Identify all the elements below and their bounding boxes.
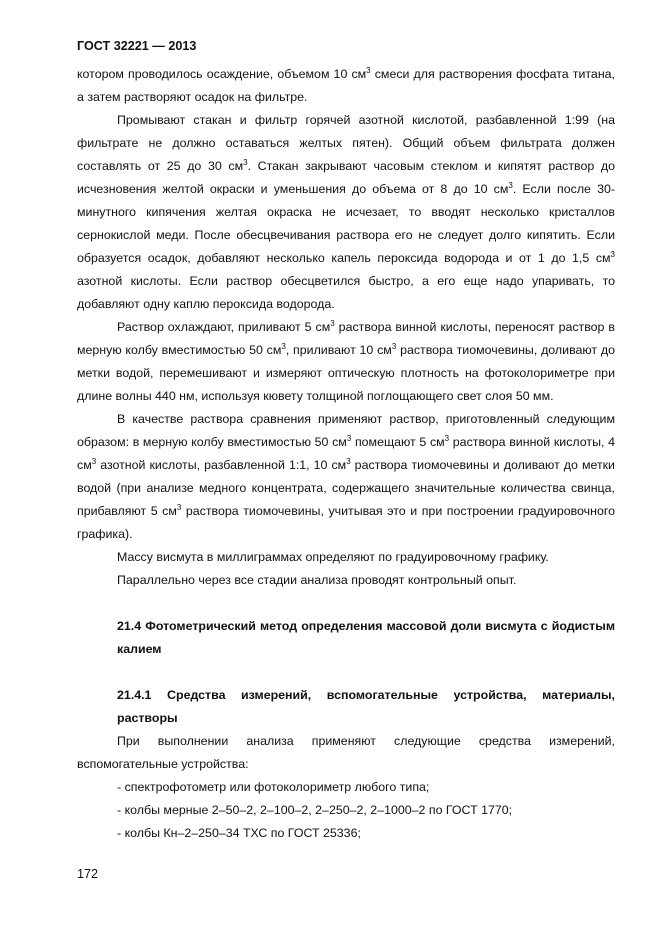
paragraph-control-test: Параллельно через все стадии анализа проводят контрольный опыт. — [117, 573, 517, 587]
paragraph-bismuth-mass: Массу висмута в миллиграммах определяют по градуировочному графику. — [117, 550, 549, 564]
document-header: ГОСТ 32221 — 2013 — [77, 39, 197, 53]
page-number: 172 — [77, 867, 99, 881]
list-item: - колбы мерные 2–50–2, 2–100–2, 2–250–2, 2–1000–2 по ГОСТ 1770; — [117, 803, 513, 817]
paragraph-reference-solution: В качестве раствора сравнения применяют раствор, приготовленный следующим образом: в мерную колбу вместимостью 50 $см^3$ помещают 5 $см^3$ раствора винной кислоты, 4 $см^3$ азотной кислоты, разбавленной 1:1, 10 $см^3$ раствора тиомочевины и доливают до метки водой (при анализе медного концентрата, содержащего значительные количества свинца, прибавляют 5 $см^3$ раствора тиомочевины, учитывая это и при построении градуировочного графика). — [77, 412, 615, 541]
paragraph-washing: Промывают стакан и фильтр горячей азотной кислотой, разбавленной 1:99 (на фильтрате не должно оставаться желтых пятен). Общий объем фильтрата должен составлять от 25 до 30 $см^3$. Стакан закрывают часовым стеклом и кипятят раствор до исчезновения желтой окраски и уменьшения до объема от 8 до 10 $см^3$. Если после 30-минутного кипячения желтая окраска не исчезает, то вводят несколько кристаллов сернокислой меди. После обесцвечивания раствора его не следует долго кипятить. Если образуется осадок, добавляют несколько капель пероксида водорода и от 1 до 1,5 $см^3$ азотной кислоты. Если раствор обесцветился быстро, а его еще надо упаривать, то добавляют одну каплю пероксида водорода. — [77, 113, 616, 311]
paragraph-instruments-intro: При выполнении анализа применяют следующие средства измерений, вспомогательные устройства: — [77, 734, 615, 771]
paragraph-continuation: котором проводилось осаждение, объемом 10 $см^3$ смеси для растворения фосфата титана, а затем растворяют осадок на фильтре. — [77, 66, 615, 104]
paragraph-cooling: Раствор охлаждают, приливают 5 $см^3$ раствора винной кислоты, переносят раствор в мерную колбу вместимостью 50 $см^3$, приливают 10 $см^3$ раствора тиомочевины, доливают до метки водой, перемешивают и измеряют оптическую плотность на фотоколориметре при длине волны 440 нм, используя кювету толщиной поглощающего свет слоя 50 мм. — [77, 319, 616, 403]
list-item: - спектрофотометр или фотоколориметр любого типа; — [117, 780, 430, 794]
section-heading-21-4-1: 21.4.1 Средства измерений, вспомогательные устройства, материалы, растворы — [117, 688, 615, 725]
section-heading-21-4: 21.4 Фотометрический метод определения массовой доли висмута с йодистым калием — [117, 619, 615, 656]
list-item: - колбы Кн–2–250–34 ТХС по ГОСТ 25336; — [117, 826, 361, 840]
